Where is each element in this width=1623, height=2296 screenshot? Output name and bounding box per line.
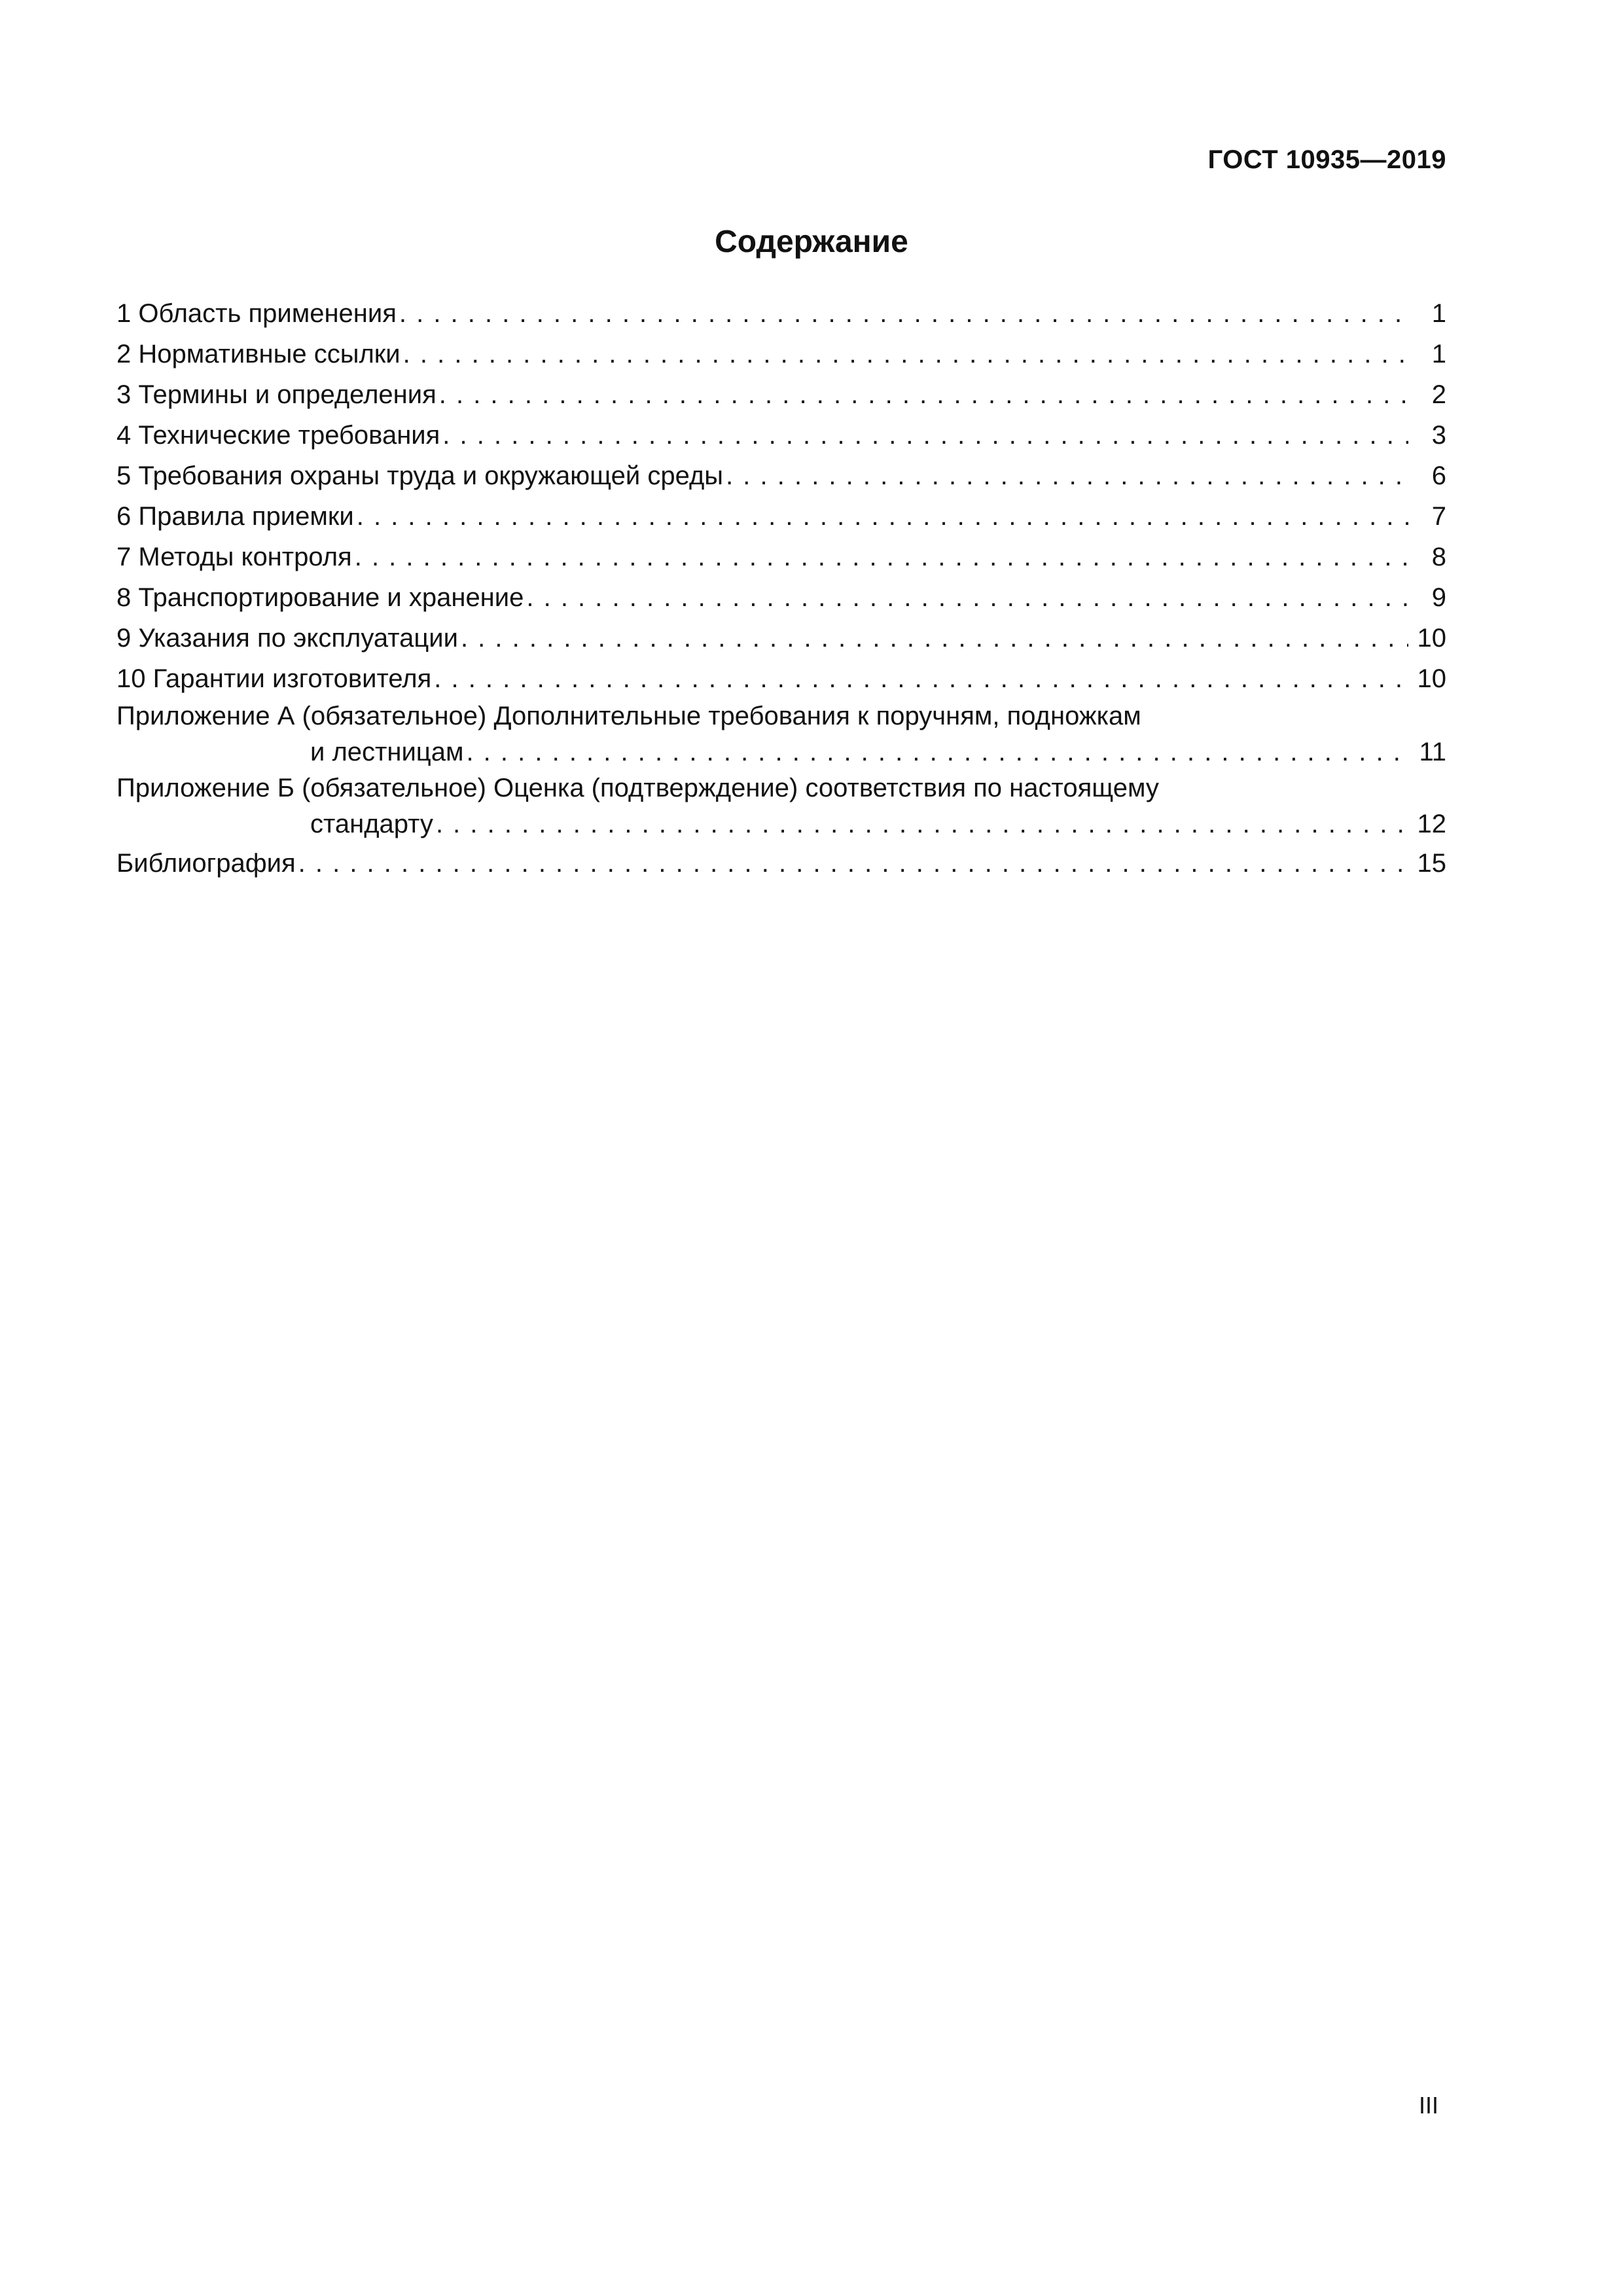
toc-entry-label-line1: Приложение Б (обязательное) Оценка (подтверждение) соответствия по настоящему	[116, 774, 1159, 802]
toc-entry[interactable]	[116, 456, 1446, 496]
dot-leader	[461, 618, 1408, 658]
toc-entry-page: 9	[1431, 583, 1446, 612]
toc-entry[interactable]	[116, 618, 1446, 658]
dot-leader	[355, 537, 1408, 577]
dot-leader	[434, 658, 1408, 699]
dot-leader	[436, 805, 1408, 843]
toc-entry-label-line2: и лестницам	[310, 738, 464, 766]
toc-entry-label: 3 Термины и определения	[116, 380, 437, 409]
toc-entry-page: 1	[1431, 299, 1446, 328]
toc-entry-page: 3	[1431, 421, 1446, 450]
toc-entry-label-line1: Приложение А (обязательное) Дополнительные требования к поручням, подножкам	[116, 702, 1141, 730]
dot-leader	[526, 577, 1408, 618]
toc-entry-bibliography[interactable]	[116, 843, 1446, 884]
toc-entry[interactable]	[116, 415, 1446, 456]
toc-entry-page: 15	[1417, 849, 1446, 878]
toc-entry-label: 10 Гарантии изготовителя	[116, 664, 432, 693]
dot-leader	[357, 496, 1408, 537]
toc-entry-label: 6 Правила приемки	[116, 502, 354, 531]
dot-leader	[439, 374, 1408, 415]
toc-entry-label-line2: стандарту	[310, 810, 433, 838]
dot-leader	[442, 415, 1408, 456]
toc-entry-page: 2	[1431, 380, 1446, 409]
toc-entry[interactable]	[116, 658, 1446, 699]
toc-entry-page: 10	[1417, 624, 1446, 653]
toc-entry-label: Библиография	[116, 849, 296, 878]
toc-entry-label: 9 Указания по эксплуатации	[116, 624, 458, 653]
toc-entry-page: 6	[1431, 461, 1446, 490]
toc-entry-page: 11	[1419, 738, 1446, 766]
toc-entry-page: 7	[1431, 502, 1446, 531]
toc-entry-page: 10	[1417, 664, 1446, 693]
toc-entry-appendix-a[interactable]	[116, 699, 1446, 771]
toc-entry-page: 8	[1431, 543, 1446, 571]
toc-entry-page: 12	[1417, 810, 1446, 838]
dot-leader	[726, 456, 1408, 496]
toc-entry-label: 5 Требования охраны труда и окружающей среды	[116, 461, 724, 490]
toc-entry[interactable]	[116, 374, 1446, 415]
toc-entry[interactable]	[116, 577, 1446, 618]
dot-leader	[466, 733, 1408, 771]
toc-title: Содержание	[715, 224, 908, 259]
toc-entry[interactable]	[116, 496, 1446, 537]
toc-entry-label: 8 Транспортирование и хранение	[116, 583, 524, 612]
dot-leader	[298, 843, 1408, 884]
toc-entry-label: 7 Методы контроля	[116, 543, 352, 571]
toc-entry-appendix-b[interactable]	[116, 771, 1446, 843]
dot-leader	[403, 334, 1408, 374]
toc-entry[interactable]	[116, 537, 1446, 577]
toc-entry[interactable]	[116, 293, 1446, 334]
toc-entry-page: 1	[1431, 340, 1446, 368]
toc-entry[interactable]	[116, 334, 1446, 374]
toc-entry-label: 2 Нормативные ссылки	[116, 340, 401, 368]
page-number: III	[1418, 2092, 1438, 2119]
toc-entry-label: 4 Технические требования	[116, 421, 440, 450]
dot-leader	[399, 293, 1408, 334]
document-code: ГОСТ 10935—2019	[1207, 145, 1446, 174]
table-of-contents	[116, 293, 1446, 884]
toc-entry-label: 1 Область применения	[116, 299, 397, 328]
